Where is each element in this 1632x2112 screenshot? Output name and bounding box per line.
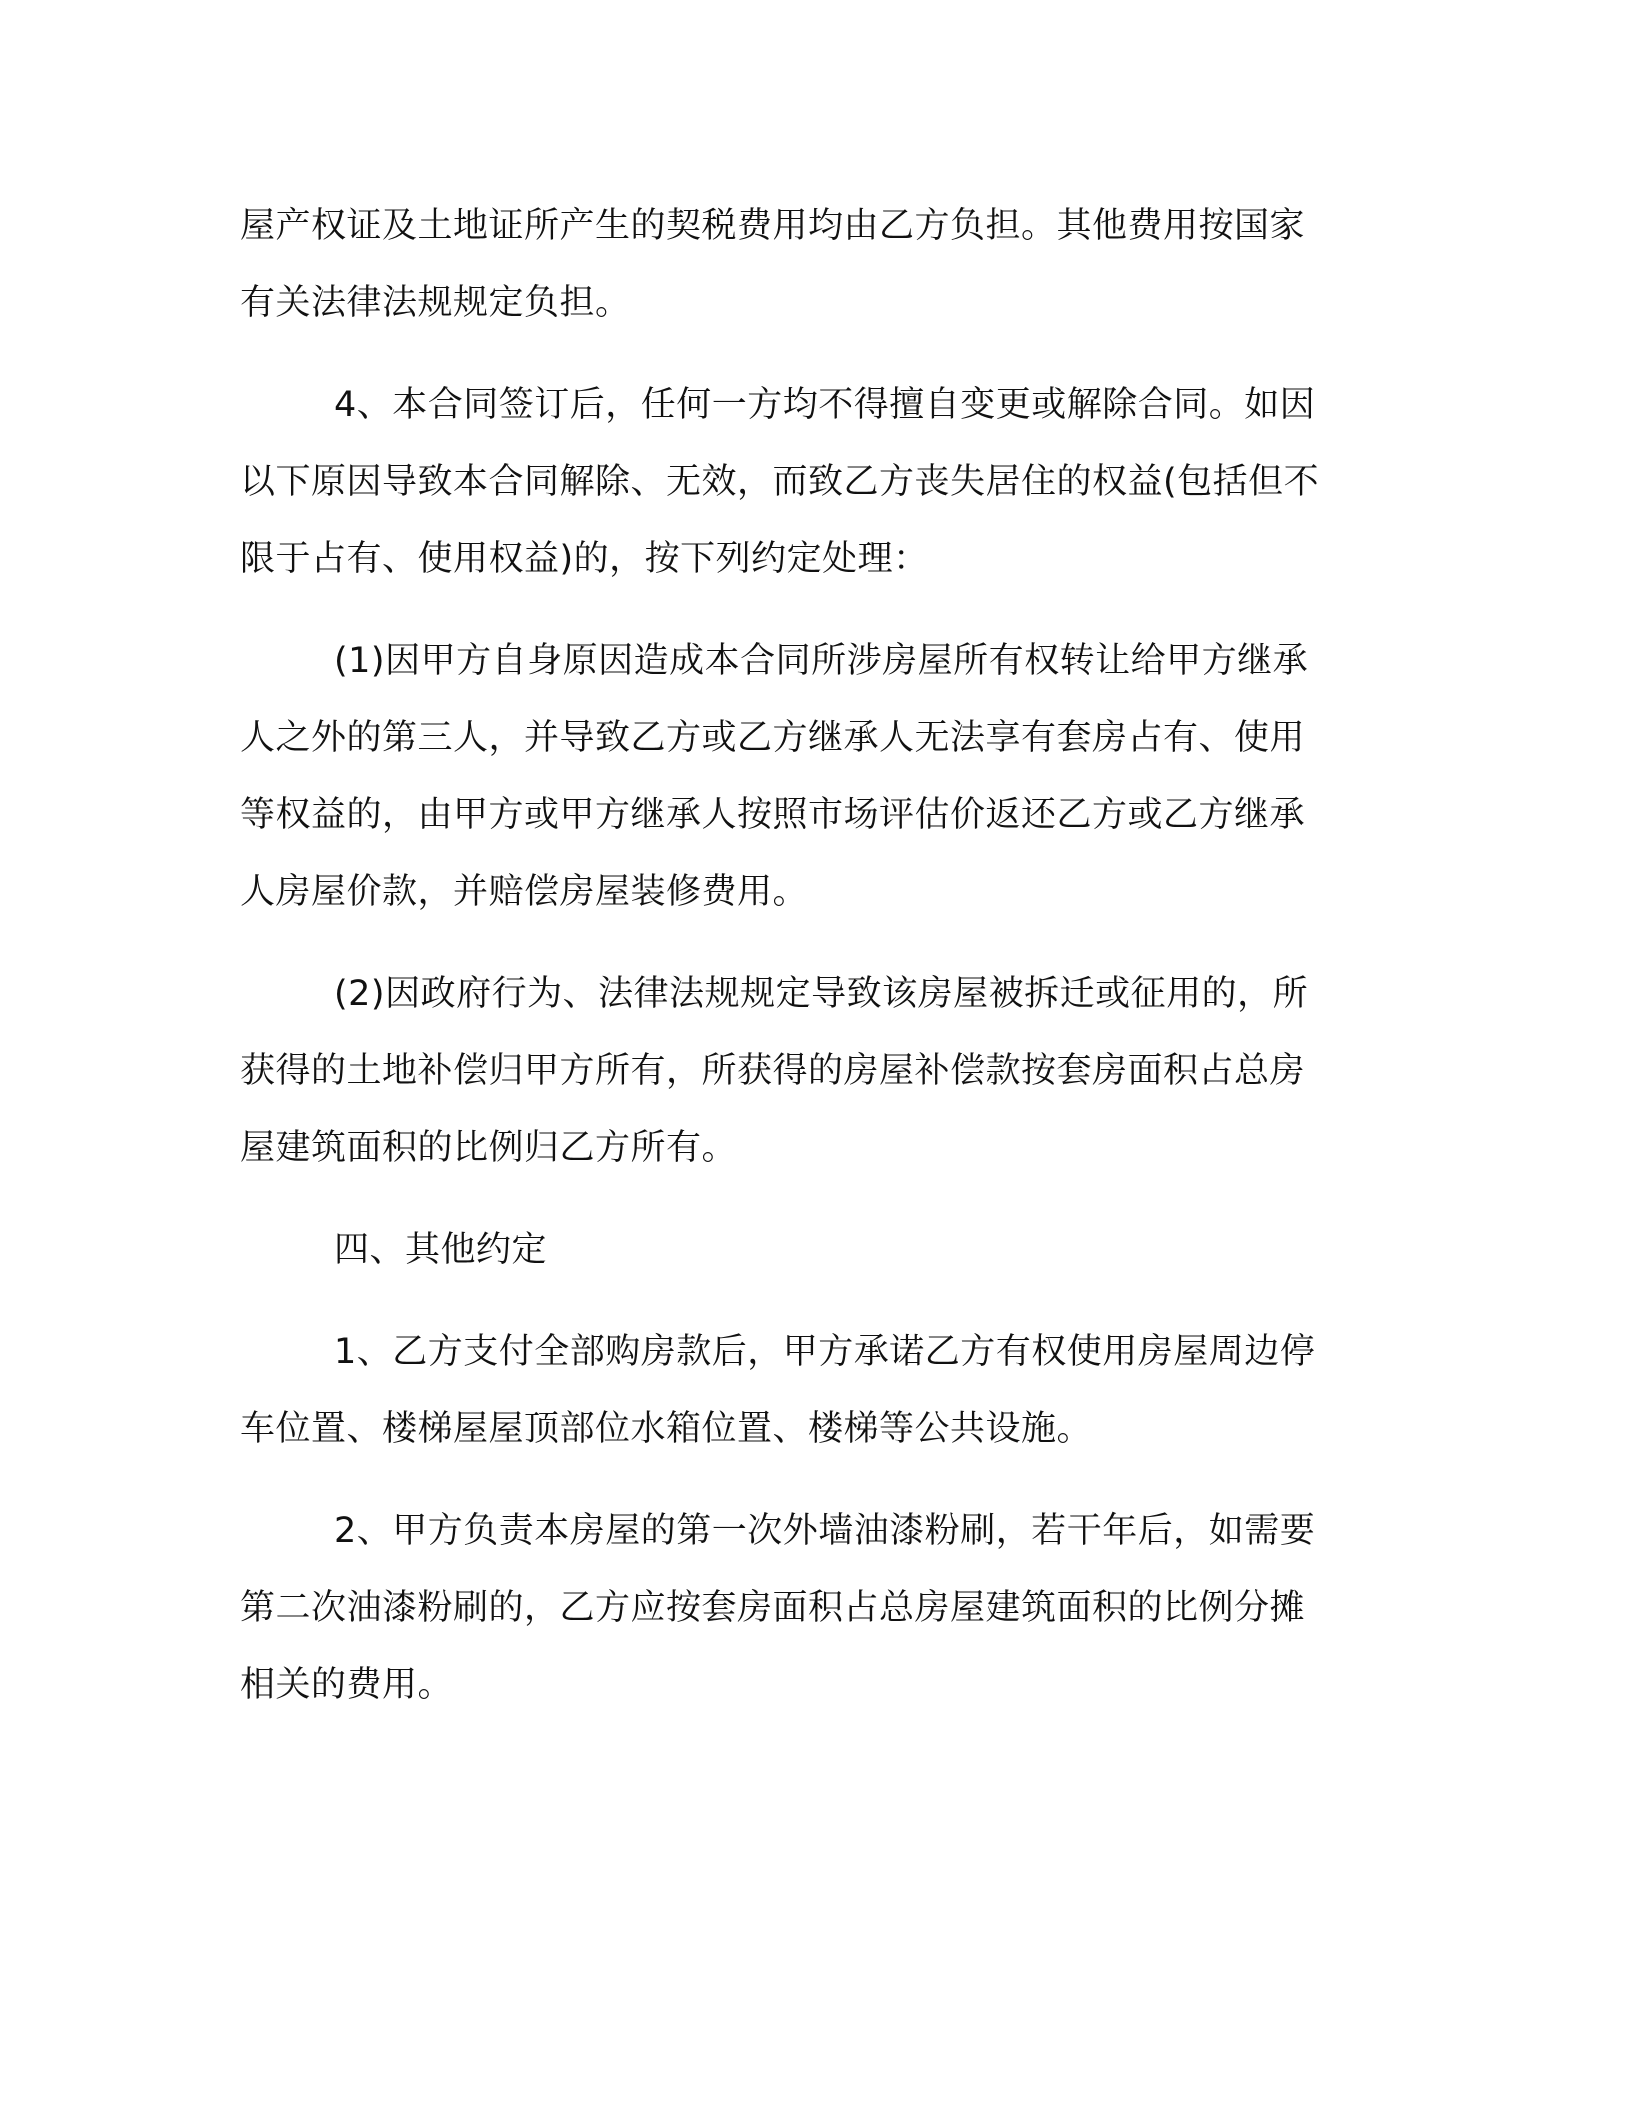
paragraph-line: 人房屋价款，并赔偿房屋装修费用。	[240, 872, 809, 912]
paragraph-line: 第二次油漆粉刷的，乙方应按套房面积占总房屋建筑面积的比例分摊	[240, 1588, 1306, 1628]
paragraph-line: 4、本合同签订后，任何一方均不得擅自变更或解除合同。如因	[334, 385, 1316, 425]
paragraph-line: (1)因甲方自身原因造成本合同所涉房屋所有权转让给甲方继承	[334, 641, 1309, 681]
paragraph-other-2	[240, 1493, 1370, 1724]
paragraph-subclause-1	[240, 623, 1370, 931]
section-heading: 四、其他约定	[334, 1230, 548, 1270]
paragraph-other-1	[240, 1314, 1370, 1468]
paragraph-line: (2)因政府行为、法律法规规定导致该房屋被拆迁或征用的，所	[334, 974, 1309, 1014]
paragraph-clause-4	[240, 367, 1370, 598]
paragraph-line: 有关法律法规规定负担。	[240, 283, 631, 323]
paragraph-line: 获得的土地补偿归甲方所有，所获得的房屋补偿款按套房面积占总房	[240, 1051, 1306, 1091]
paragraph-line: 1、乙方支付全部购房款后，甲方承诺乙方有权使用房屋周边停	[334, 1332, 1316, 1372]
paragraph-line: 以下原因导致本合同解除、无效，而致乙方丧失居住的权益(包括但不	[240, 462, 1320, 502]
paragraph-line: 人之外的第三人，并导致乙方或乙方继承人无法享有套房占有、使用	[240, 718, 1306, 758]
paragraph-line: 2、甲方负责本房屋的第一次外墙油漆粉刷，若干年后，如需要	[334, 1511, 1316, 1551]
paragraph-line: 车位置、楼梯屋屋顶部位水箱位置、楼梯等公共设施。	[240, 1409, 1093, 1449]
paragraph-line: 相关的费用。	[240, 1665, 454, 1705]
section-heading-other-agreements	[240, 1212, 1370, 1289]
document-body	[240, 188, 1370, 1749]
paragraph-subclause-2	[240, 956, 1370, 1187]
paragraph-tax-burden	[240, 188, 1370, 342]
paragraph-line: 屋建筑面积的比例归乙方所有。	[240, 1128, 738, 1168]
paragraph-line: 屋产权证及土地证所产生的契税费用均由乙方负担。其他费用按国家	[240, 206, 1306, 246]
paragraph-line: 限于占有、使用权益)的，按下列约定处理：	[240, 539, 929, 579]
paragraph-line: 等权益的，由甲方或甲方继承人按照市场评估价返还乙方或乙方继承	[240, 795, 1306, 835]
